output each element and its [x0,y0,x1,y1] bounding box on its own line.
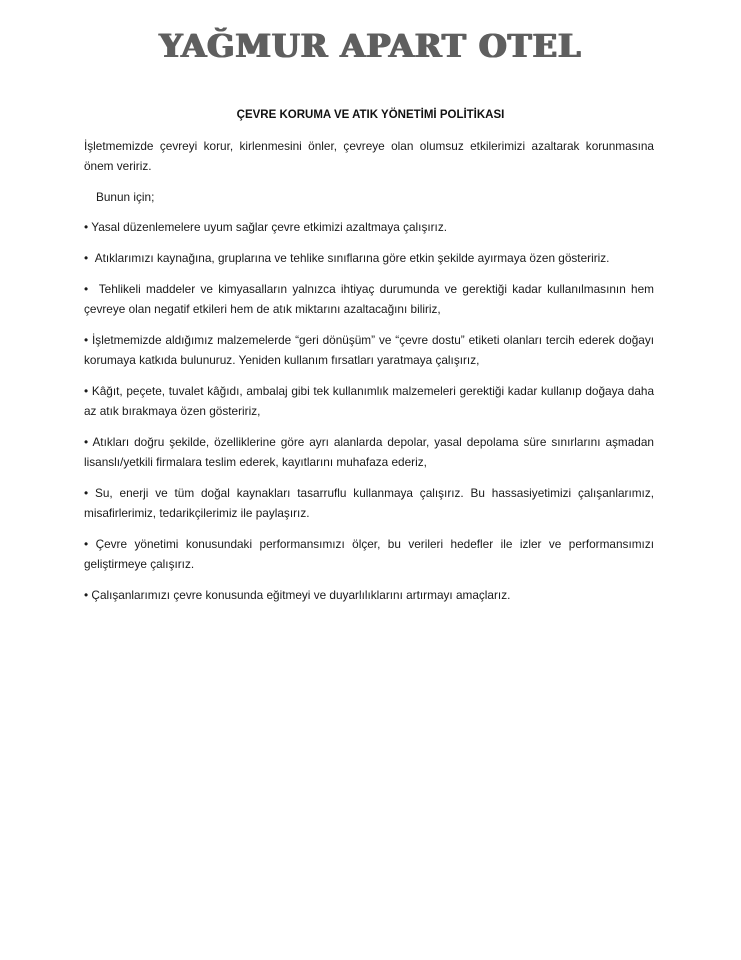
policy-item [84,585,654,605]
bullet-icon: • [84,333,89,347]
policy-item [84,279,654,319]
bullet-icon: • [84,384,89,398]
bullet-icon: • [84,220,89,234]
policy-item-text: Atıklarımızı kaynağına, gruplarına ve tehlike sınıflarına göre etkin şekilde ayırmaya özen gösteririz. [94,251,610,265]
bullet-icon: • [84,251,89,265]
policy-body [84,136,654,616]
policy-item-text: Yasal düzenlemelere uyum sağlar çevre etkimizi azaltmaya çalışırız. [91,220,448,234]
bullet-icon: • [84,282,89,296]
policy-item [84,330,654,370]
policy-item-text: Atıkları doğru şekilde, özelliklerine göre ayrı alanlarda depolar, yasal depolama süre sınırlarını aşmadan lisanslı/yetkili firmalara teslim ederek, kayıtlarını muhafaza ederiz, [84,435,654,469]
policy-item [84,217,654,237]
hotel-brand-heading: YAĞMUR APART OTEL [159,27,582,65]
policy-item [84,432,654,472]
policy-item [84,534,654,574]
policy-item [84,248,654,268]
policy-item-text: İşletmemizde aldığımız malzemelerde “geri dönüşüm” ve “çevre dostu” etiketi olanları tercih ederek doğayı korumaya katkıda bulunuruz. Yeniden kullanım fırsatları yaratmaya çalışırız, [84,333,654,367]
bullet-icon: • [84,537,89,551]
bullet-icon: • [84,588,89,602]
lead-text: Bunun için; [96,190,155,204]
policy-title: ÇEVRE KORUMA VE ATIK YÖNETİMİ POLİTİKASI [236,109,505,121]
policy-item-text: Kâğıt, peçete, tuvalet kâğıdı, ambalaj gibi tek kullanımlık malzemeleri gerektiği kadar kullanıp doğaya daha az atık bırakmaya özen gösteririz, [84,384,654,418]
intro-paragraph: İşletmemizde çevreyi korur, kirlenmesini önler, çevreye olan olumsuz etkilerimizi azaltarak korunmasına önem veririz. [84,139,654,173]
policy-item [84,483,654,523]
policy-item-text: Çalışanlarımızı çevre konusunda eğitmeyi ve duyarlılıklarını artırmayı amaçlarız. [91,588,511,602]
policy-item-text: Çevre yönetimi konusundaki performansımızı ölçer, bu verileri hedefler ile izler ve performansımızı geliştirmeye çalışırız. [84,537,654,571]
policy-item [84,381,654,421]
bullet-icon: • [84,435,89,449]
bullet-icon: • [84,486,89,500]
policy-item-text: Tehlikeli maddeler ve kimyasalların yalnızca ihtiyaç durumunda ve gerektiği kadar kullanılmasının hem çevreye olan negatif etkileri hem de atık miktarını azaltacağını biliriz, [84,282,654,316]
policy-item-text: Su, enerji ve tüm doğal kaynakları tasarruflu kullanmaya çalışırız. Bu hassasiyetimizi çalışanlarımız, misafirlerimiz, tedarikçilerimiz ile paylaşırız. [84,486,654,520]
